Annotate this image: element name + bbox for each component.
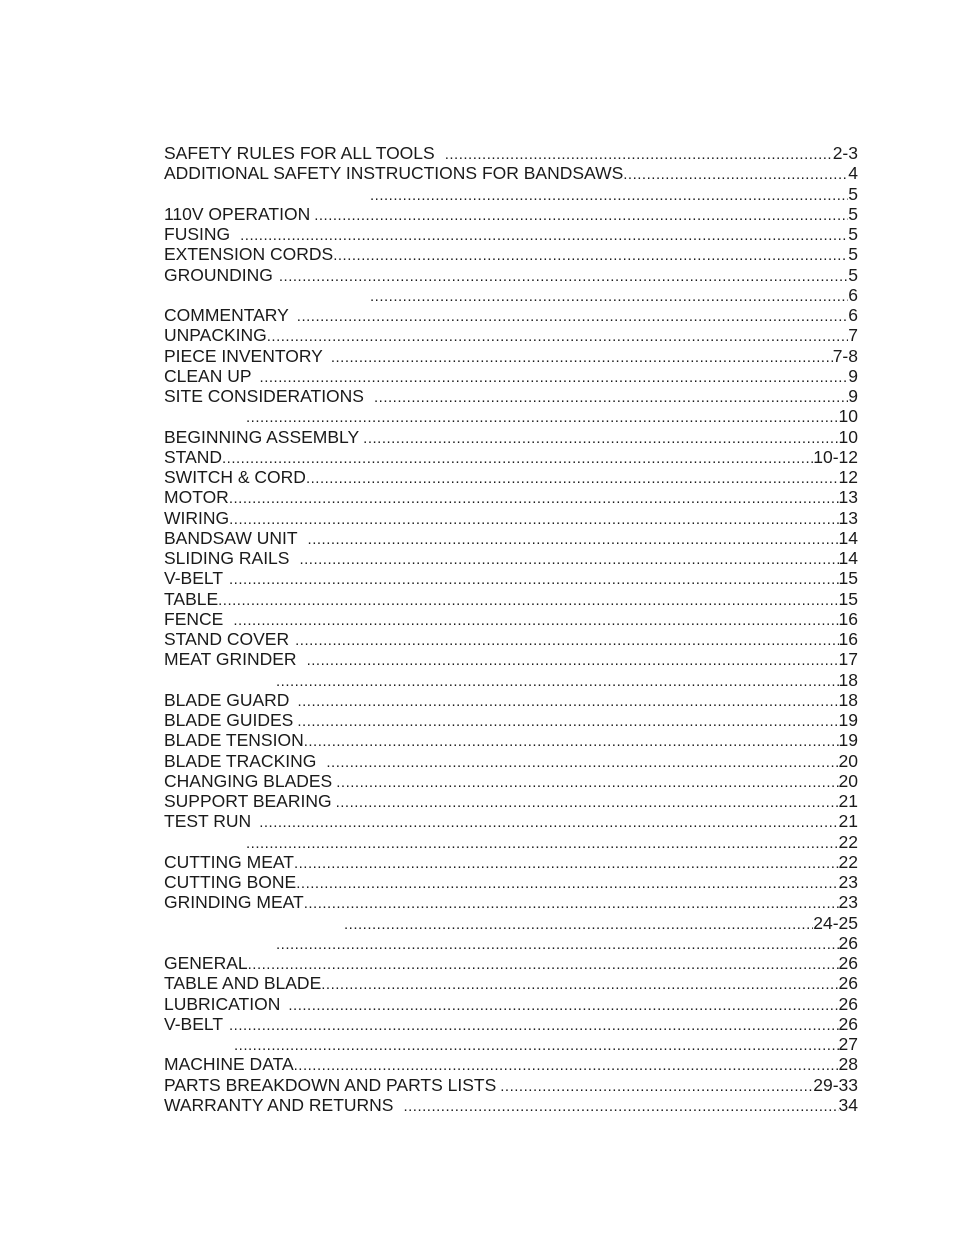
toc-page-number: 15 xyxy=(838,588,858,609)
toc-entry-label: TEST RUN xyxy=(164,811,252,832)
toc-row xyxy=(164,568,858,588)
toc-row xyxy=(164,1095,858,1115)
toc-entry-label: BANDSAW UNIT xyxy=(164,527,298,548)
toc-page-number: 26 xyxy=(838,953,858,973)
toc-row xyxy=(164,973,858,993)
toc-entry-label: WIRING xyxy=(164,507,230,528)
toc-page-number: 14 xyxy=(838,527,858,548)
dot-leader xyxy=(246,408,839,428)
toc-row xyxy=(164,994,858,1014)
toc-page-number: 22 xyxy=(838,851,858,872)
toc-row xyxy=(164,285,858,305)
toc-entry-label: STAND COVER xyxy=(164,629,290,649)
toc-page-number: 17 xyxy=(838,649,858,670)
toc-row xyxy=(164,184,858,204)
dot-leader xyxy=(218,591,838,611)
toc-page-number: 20 xyxy=(838,750,858,771)
toc-page-number: 4 xyxy=(848,163,858,184)
toc-row xyxy=(164,872,858,892)
toc-row xyxy=(164,204,858,224)
toc-entry-label: FUSING xyxy=(164,224,231,244)
dot-leader xyxy=(248,955,839,975)
toc-row xyxy=(164,1075,858,1095)
toc-entry-label: GENERAL xyxy=(164,953,248,973)
toc-entry-label: GROUNDING xyxy=(164,264,273,285)
toc-entry-label: LUBRICATION xyxy=(164,993,281,1014)
toc-entry-label: FENCE xyxy=(164,608,224,629)
toc-entry-label: SUPPORT BEARING xyxy=(164,791,332,811)
toc-row xyxy=(164,811,858,831)
toc-entry-label: EXTENSION CORDS xyxy=(164,244,334,265)
toc-page-number: 26 xyxy=(838,932,858,953)
dot-leader xyxy=(297,692,838,712)
toc-row xyxy=(164,892,858,912)
dot-leader xyxy=(304,894,839,914)
toc-entry-label: TABLE AND BLADE xyxy=(164,973,322,994)
dot-leader xyxy=(276,672,839,692)
dot-leader xyxy=(331,348,833,368)
toc-row xyxy=(164,629,858,649)
dot-leader xyxy=(260,368,849,388)
dot-leader xyxy=(333,246,848,266)
toc-page-number: 12 xyxy=(838,467,858,487)
dot-leader xyxy=(344,915,813,935)
toc-entry-label: CLEAN UP xyxy=(164,365,252,386)
toc-entry-label: MEAT GRINDER xyxy=(164,649,297,670)
toc-page-number: 20 xyxy=(838,770,858,791)
dot-leader xyxy=(403,1097,838,1117)
toc-entry-label: V-BELT xyxy=(164,1013,224,1034)
toc-page-number: 15 xyxy=(838,568,858,589)
toc-page-number: 7-8 xyxy=(832,345,858,366)
toc-page-number: 10-12 xyxy=(813,446,858,467)
toc-row xyxy=(164,508,858,528)
toc-page-number: 34 xyxy=(838,1094,858,1115)
toc-entry-label: BLADE GUARD xyxy=(164,689,290,710)
toc-entry-label: SWITCH & CORD xyxy=(164,467,306,487)
dot-leader xyxy=(326,753,838,773)
toc-entry-label: BEGINNING ASSEMBLY xyxy=(164,426,360,447)
toc-page-number: 2-3 xyxy=(832,143,858,163)
toc-page-number: 5 xyxy=(848,224,858,244)
toc-page-number: 26 xyxy=(838,1013,858,1034)
toc-page-number: 14 xyxy=(838,548,858,568)
toc-page-number: 6 xyxy=(848,305,858,325)
toc-row xyxy=(164,791,858,811)
toc-page-number: 5 xyxy=(848,264,858,285)
toc-entry-label: CUTTING BONE xyxy=(164,872,297,892)
toc-page-number: 7 xyxy=(848,325,858,346)
toc-entry-label: GRINDING MEAT xyxy=(164,892,304,913)
toc-entry-label: V-BELT xyxy=(164,568,224,589)
toc-page-number: 19 xyxy=(838,710,858,730)
dot-leader xyxy=(240,226,848,246)
dot-leader xyxy=(246,834,839,854)
toc-page-number: 23 xyxy=(838,892,858,913)
toc-row xyxy=(164,649,858,669)
dot-leader xyxy=(336,773,838,793)
toc-row xyxy=(164,1014,858,1034)
toc-entry-label: WARRANTY AND RETURNS xyxy=(164,1094,394,1115)
dot-leader xyxy=(276,935,839,955)
toc-entry-label: SITE CONSIDERATIONS xyxy=(164,386,364,406)
toc-row xyxy=(164,1054,858,1074)
toc-row xyxy=(164,406,858,426)
toc-row xyxy=(164,730,858,750)
toc-row xyxy=(164,670,858,690)
dot-leader xyxy=(296,874,838,894)
toc-row xyxy=(164,427,858,447)
toc-row xyxy=(164,467,858,487)
toc-entry-label: UNPACKING xyxy=(164,325,267,346)
toc-page-number: 10 xyxy=(838,426,858,447)
dot-leader xyxy=(500,1077,813,1097)
dot-leader xyxy=(307,651,839,671)
toc-page-number: 6 xyxy=(848,284,858,305)
toc-entry-label: TABLE xyxy=(164,588,219,609)
toc-entry-label: CHANGING BLADES xyxy=(164,770,333,791)
toc-entry-label: MACHINE DATA xyxy=(164,1054,294,1075)
dot-leader xyxy=(233,611,838,631)
toc-page-number: 22 xyxy=(838,831,858,852)
dot-leader xyxy=(304,732,839,752)
toc-page-number: 26 xyxy=(838,973,858,994)
dot-leader xyxy=(297,712,838,732)
dot-leader xyxy=(229,1016,839,1036)
dot-leader xyxy=(370,287,848,307)
dot-leader xyxy=(308,530,839,550)
toc-row xyxy=(164,751,858,771)
toc-row xyxy=(164,143,858,163)
toc-entry-label: CUTTING MEAT xyxy=(164,851,294,872)
toc-row xyxy=(164,346,858,366)
dot-leader xyxy=(336,793,839,813)
toc-page-number: 9 xyxy=(848,365,858,386)
toc-entry-label: STAND xyxy=(164,446,223,467)
toc-row xyxy=(164,913,858,933)
toc-entry-label: COMMENTARY xyxy=(164,305,289,325)
dot-leader xyxy=(259,813,838,833)
dot-leader xyxy=(294,1056,839,1076)
dot-leader xyxy=(314,206,848,226)
dot-leader xyxy=(294,854,839,874)
toc-entry-label: PARTS BREAKDOWN AND PARTS LISTS xyxy=(164,1074,497,1095)
toc-entry-label: PIECE INVENTORY xyxy=(164,345,323,366)
dot-leader xyxy=(445,145,833,165)
toc-page-number: 5 xyxy=(848,203,858,224)
dot-leader xyxy=(370,186,848,206)
toc-page-number: 13 xyxy=(838,507,858,528)
toc-page-number: 10 xyxy=(838,406,858,427)
toc-entry-label: ADDITIONAL SAFETY INSTRUCTIONS FOR BANDSAWS xyxy=(164,163,624,184)
toc-row xyxy=(164,852,858,872)
toc-page-number: 18 xyxy=(838,669,858,690)
toc-page-number: 29-33 xyxy=(813,1074,858,1095)
toc-page-number: 13 xyxy=(838,487,858,508)
toc-row xyxy=(164,953,858,973)
toc-row xyxy=(164,224,858,244)
dot-leader xyxy=(321,975,838,995)
dot-leader xyxy=(288,996,838,1016)
toc-row xyxy=(164,265,858,285)
toc-row xyxy=(164,771,858,791)
toc-row xyxy=(164,548,858,568)
dot-leader xyxy=(229,489,839,509)
toc-page-number: 26 xyxy=(838,993,858,1014)
toc-entry-label: BLADE GUIDES xyxy=(164,710,294,730)
toc-page-number: 28 xyxy=(838,1054,858,1075)
dot-leader xyxy=(297,307,848,327)
dot-leader xyxy=(295,631,838,651)
dot-leader xyxy=(229,510,838,530)
toc-row xyxy=(164,710,858,730)
toc-row xyxy=(164,366,858,386)
dot-leader xyxy=(279,267,848,287)
dot-leader xyxy=(222,449,813,469)
toc-entry-label: MOTOR xyxy=(164,487,229,508)
dot-leader xyxy=(374,388,848,408)
toc-entry-label: SAFETY RULES FOR ALL TOOLS xyxy=(164,143,435,163)
toc-row xyxy=(164,832,858,852)
toc-page-number: 27 xyxy=(838,1034,858,1054)
dot-leader xyxy=(623,165,848,185)
toc-row xyxy=(164,305,858,325)
toc-page-number: 24-25 xyxy=(813,912,858,933)
dot-leader xyxy=(306,469,839,489)
dot-leader xyxy=(267,327,849,347)
toc-row xyxy=(164,325,858,345)
dot-leader xyxy=(363,429,838,449)
toc-page-number: 18 xyxy=(838,689,858,710)
table-of-contents xyxy=(164,143,858,1115)
toc-row xyxy=(164,386,858,406)
toc-page-number: 5 xyxy=(848,183,858,204)
toc-page-number: 21 xyxy=(838,791,858,811)
toc-page-number: 16 xyxy=(838,608,858,629)
toc-entry-label: 110V OPERATION xyxy=(164,203,311,224)
toc-page-number: 19 xyxy=(838,730,858,751)
toc-row xyxy=(164,1034,858,1054)
dot-leader xyxy=(229,570,839,590)
toc-row xyxy=(164,933,858,953)
toc-entry-label: SLIDING RAILS xyxy=(164,548,290,568)
toc-entry-label: BLADE TRACKING xyxy=(164,750,317,771)
toc-row xyxy=(164,163,858,183)
toc-page-number: 5 xyxy=(848,244,858,265)
toc-page-number: 9 xyxy=(848,386,858,406)
toc-row xyxy=(164,690,858,710)
toc-row xyxy=(164,244,858,264)
toc-row xyxy=(164,487,858,507)
dot-leader xyxy=(234,1036,839,1056)
toc-row xyxy=(164,447,858,467)
toc-row xyxy=(164,589,858,609)
toc-row xyxy=(164,609,858,629)
toc-entry-label: BLADE TENSION xyxy=(164,730,304,751)
toc-page-number: 23 xyxy=(838,872,858,892)
toc-page-number: 21 xyxy=(838,811,858,832)
dot-leader xyxy=(299,550,838,570)
toc-page-number: 16 xyxy=(838,629,858,649)
toc-row xyxy=(164,528,858,548)
